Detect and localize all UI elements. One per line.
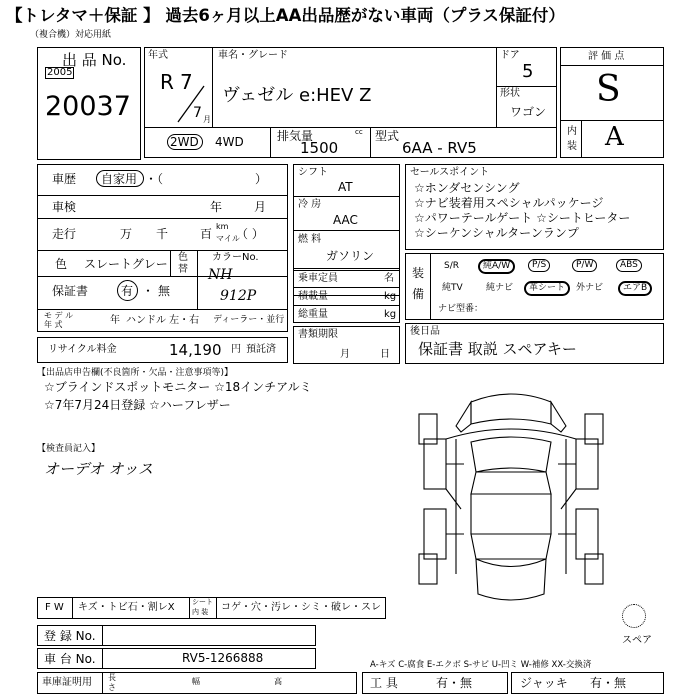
car-damage-diagram — [416, 384, 606, 614]
equipment-label-1: 装 — [412, 266, 425, 280]
model-year-label-1: モ デ ル — [44, 311, 74, 320]
tools-value: 有・無 — [436, 676, 473, 690]
color-value: スレートグレー — [84, 257, 168, 271]
warranty-label: 保証書 — [52, 284, 89, 298]
model-code-label: 型式 — [375, 129, 400, 143]
capacity-label-3: 総重量 — [298, 309, 328, 320]
notes-label: 【出品店申告欄(不良箇所・欠品・注意事項等)】 — [37, 368, 234, 378]
legend-seat-1: シート — [192, 598, 213, 606]
doors-label: ドア — [500, 50, 520, 61]
capacity-unit-1: 名 — [384, 273, 394, 284]
capacity-unit-3: kg — [384, 309, 397, 320]
color-code-2: 912P — [220, 288, 257, 304]
body-type-label: 形状 — [500, 88, 520, 99]
capacity-label-2: 積載量 — [298, 291, 328, 302]
chassis-value: RV5-1266888 — [182, 651, 264, 665]
cert-size-4: 高 — [274, 677, 282, 686]
name-label: 車名・グレード — [218, 50, 288, 61]
cert-label: 車庫証明用 — [42, 677, 92, 688]
warranty-no: 無 — [158, 284, 171, 298]
sales-points-label: セールスポイント — [410, 167, 490, 178]
mileage-unit-sen: 千 — [156, 227, 169, 241]
year-month: 7 — [193, 105, 202, 121]
ac-label: 冷 房 — [298, 199, 322, 210]
spare-circle — [622, 604, 646, 628]
year-value: 7 — [180, 70, 193, 94]
engine-label: 排気量 — [277, 129, 314, 143]
registration-no-label: 登 録 No. — [44, 629, 96, 643]
equip-power-steering: P/S — [528, 259, 550, 272]
mileage-unit-hyaku: 百 — [200, 227, 213, 241]
accessories-value: 保証書 取説 スペアキー — [418, 340, 577, 358]
name-value: ヴェゼル e:HEV Z — [222, 85, 372, 106]
equipment-label-2: 備 — [412, 287, 425, 301]
color-code-1: NH — [208, 267, 233, 283]
notes-line-1: ☆ブラインドスポットモニター ☆18インチアルミ — [44, 380, 312, 394]
capacity-label-1: 乗車定員 — [298, 273, 338, 284]
doors-value: 5 — [522, 61, 534, 82]
jack-label: ジャッキ — [520, 676, 568, 690]
accessories-label: 後日品 — [410, 326, 440, 337]
cert-size-2: さ — [108, 683, 116, 692]
registration-label: 書類期限 — [298, 329, 338, 340]
legend-codes: A-キズ C-腐食 E-エクボ S-サビ U-凹ミ W-補修 XX-交換済 — [370, 660, 592, 670]
recycle-deposit: 預託済 — [246, 344, 276, 355]
sales-point-3: ☆パワーテールゲート ☆シートヒーター — [414, 211, 631, 225]
year-era: R — [160, 70, 174, 94]
interior-label-2: 装 — [567, 141, 577, 152]
warranty-yes: 有 — [121, 284, 134, 298]
lot-label: 出 品 No. — [62, 51, 127, 69]
body-type-value: ワゴン — [510, 105, 547, 119]
interior-grade: A — [605, 122, 624, 152]
mileage-unit-km: km — [216, 222, 229, 231]
recycle-label: リサイクル料金 — [48, 344, 117, 355]
grade-score: S — [596, 69, 621, 110]
equip-alloy-wheels: 純A/W — [478, 259, 515, 274]
equip-leather-seat: 革シート — [524, 281, 570, 296]
registration-month-unit: 月 — [340, 349, 350, 360]
inspector-label: 【検査員記入】 — [37, 444, 101, 454]
shift-label: シフト — [298, 167, 328, 178]
legend-seat-text: コゲ・穴・汚レ・シミ・破レ・スレ — [221, 602, 381, 613]
equip-navi: 純ナビ — [486, 283, 514, 293]
sheet-subtitle: （複合機）対応用紙 — [30, 30, 112, 40]
mileage-paren: （ ） — [236, 227, 264, 241]
model-year-label-2: 年 式 — [44, 320, 63, 329]
lot-year-badge: 2005 — [47, 67, 73, 78]
drive-2wd: 2WD — [170, 135, 199, 149]
inspector-note: オーデオ オッス — [44, 460, 154, 478]
fuel-label: 燃 料 — [298, 234, 322, 245]
recycle-value: 14,190 — [169, 341, 222, 359]
color-change-1: 色 — [178, 252, 188, 263]
history-box — [37, 164, 288, 332]
ac-value: AAC — [333, 213, 358, 227]
legend-fw-label: F W — [45, 602, 64, 613]
color-change-2: 替 — [178, 264, 188, 275]
drive-4wd: 4WD — [215, 135, 244, 149]
sheet-title: 【トレタマ＋保証 】 過去6ヶ月以上AA出品歴がない車両（プラス保証付） — [6, 6, 565, 25]
equip-abs: ABS — [616, 259, 642, 272]
inspection-label: 車検 — [52, 200, 77, 214]
shift-value: AT — [338, 180, 353, 194]
jack-value: 有・無 — [590, 676, 627, 690]
history-paren-close: ） — [255, 172, 268, 186]
sales-point-1: ☆ホンダセンシング — [414, 181, 520, 195]
model-year-unit: 年 — [110, 315, 120, 326]
model-code-value: 6AA - RV5 — [402, 139, 477, 157]
equip-tv: 純TV — [442, 283, 463, 293]
spare-label: スペア — [622, 635, 652, 646]
fuel-value: ガソリン — [326, 249, 375, 263]
recycle-unit: 円 — [231, 344, 241, 355]
history-selected: 自家用 — [101, 172, 138, 186]
equip-sr: S/R — [444, 261, 459, 271]
year-month-unit: 月 — [203, 115, 211, 124]
mileage-label: 走行 — [52, 227, 77, 241]
legend-fw-text: キズ・トビ石・割レX — [78, 602, 175, 613]
inspection-year-unit: 年 — [210, 200, 223, 214]
engine-value: 1500 — [300, 139, 339, 157]
warranty-sep: ・ — [142, 284, 155, 298]
color-code-label: カラーNo. — [212, 252, 259, 263]
year-label: 年式 — [148, 50, 168, 61]
equip-aftermarket-navi: 外ナビ — [576, 283, 604, 293]
interior-label-1: 内 — [567, 126, 577, 137]
history-label: 車歴 — [52, 172, 77, 186]
engine-unit: cc — [355, 128, 363, 136]
registration-day-unit: 日 — [380, 349, 390, 360]
equip-navi-model-label: ナビ型番： — [438, 304, 484, 314]
chassis-label: 車 台 No. — [44, 652, 96, 666]
cert-size-1: 長 — [108, 673, 116, 682]
mileage-unit-mile: マイル — [216, 234, 240, 243]
equip-airbag: エアB — [618, 281, 652, 296]
legend-seat-2: 内 装 — [192, 608, 209, 616]
color-label: 色 — [55, 257, 68, 271]
mileage-unit-man: 万 — [120, 227, 133, 241]
notes-line-2: ☆7年7月24日登録 ☆ハーフレザー — [44, 398, 231, 412]
history-paren-open: ・（ — [145, 172, 164, 186]
model-year-dealer: ディーラー・並行 — [213, 315, 285, 325]
inspection-month-unit: 月 — [254, 200, 267, 214]
grade-score-label: 評 価 点 — [588, 51, 625, 62]
equip-power-windows: P/W — [572, 259, 597, 272]
cert-size-3: 幅 — [192, 677, 200, 686]
sales-point-2: ☆ナビ装着用スペシャルパッケージ — [414, 196, 604, 210]
tools-label: 工 具 — [370, 676, 398, 690]
model-year-handle: ハンドル 左・右 — [126, 315, 200, 326]
lot-number: 20037 — [45, 91, 131, 122]
sales-point-4: ☆シーケンシャルターンランプ — [414, 226, 579, 240]
capacity-unit-2: kg — [384, 291, 397, 302]
